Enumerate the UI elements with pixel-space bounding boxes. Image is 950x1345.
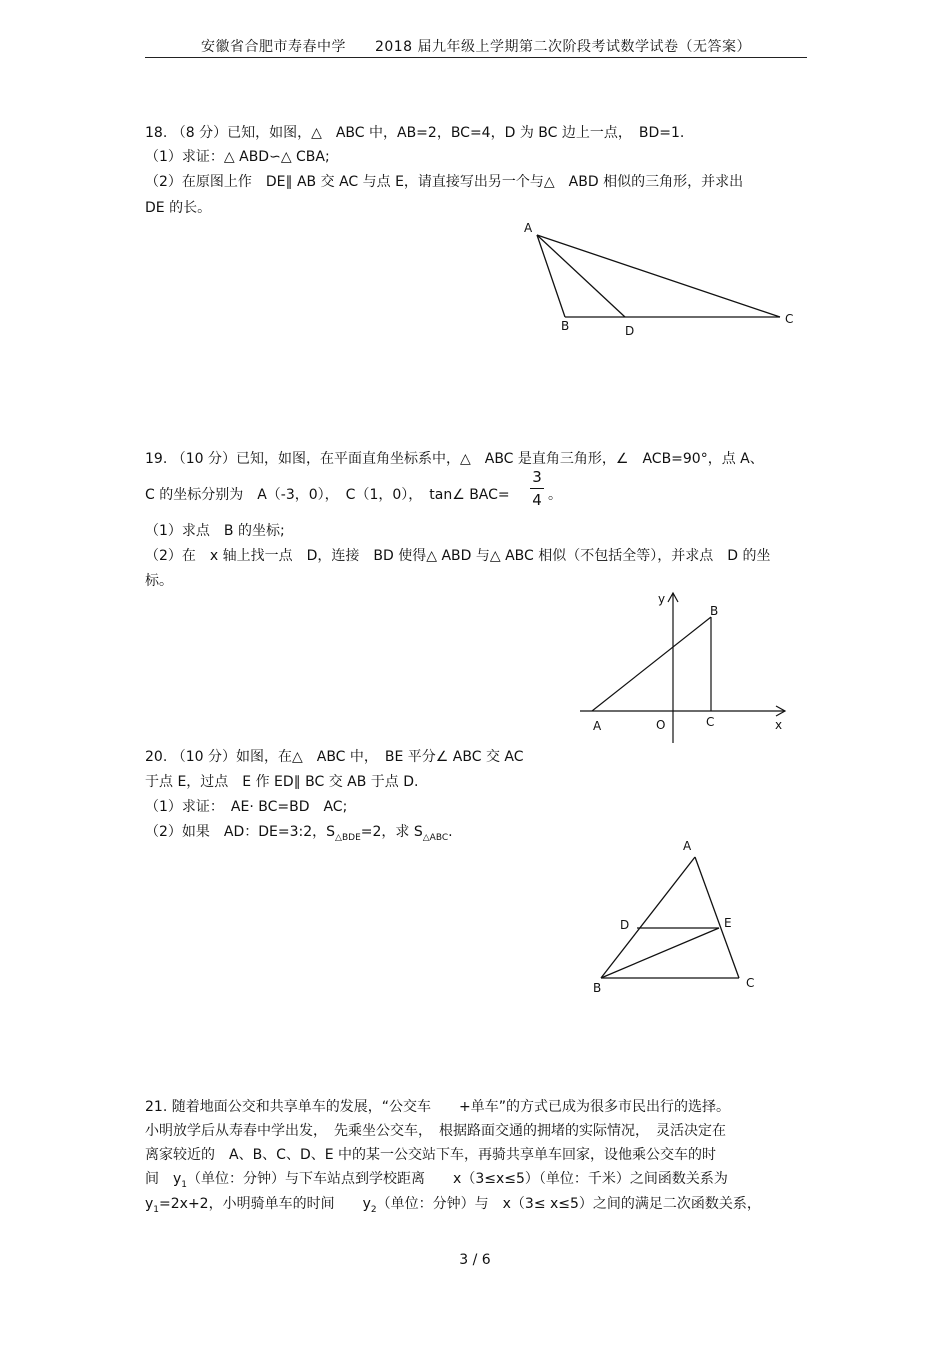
q20-label-a: A xyxy=(683,839,692,853)
q21-line5-post: （单位：分钟）与 x（3≤ x≤5）之间的满足二次函数关系， xyxy=(376,1196,761,1212)
q21-line1: 21. 随着地面公交和共享单车的发展，“公交车 +单车”的方式已成为很多市民出行的选择。 xyxy=(145,1099,730,1115)
q19-segment-ab xyxy=(592,617,711,711)
q19-line1: 19. （10 分）已知，如图，在平面直角坐标系中，△ ABC 是直角三角形，∠ ACB=90°，点 A、 xyxy=(145,451,764,467)
q20-segment-ac xyxy=(695,857,739,978)
q20-line1: 20. （10 分）如图，在△ ABC 中， BE 平分∠ ABC 交 AC xyxy=(145,749,524,765)
q18-line3: （2）在原图上作 DE∥ AB 交 AC 与点 E，请直接写出另一个与△ ABD 相似的三角形，并求出 xyxy=(145,174,744,190)
q20-line4 xyxy=(145,821,453,843)
q18-segment-ad xyxy=(537,235,625,317)
page-number: 3 / 6 xyxy=(459,1252,491,1268)
q20-label-e: E xyxy=(724,916,732,930)
q19-fraction-numerator: 3 xyxy=(530,470,544,489)
q19-line2-pre: C 的坐标分别为 A（-3，0）， C（1，0）， tan∠ BAC= xyxy=(145,487,510,503)
q18-line4: DE 的长。 xyxy=(145,200,212,216)
q21-line5-sub1: 1 xyxy=(153,1204,160,1215)
q21-line4-pre: 间 y xyxy=(145,1171,182,1187)
q21-line2: 小明放学后从寿春中学出发， 先乘坐公交车， 根据路面交通的拥堵的实际情况， 灵活决定在 xyxy=(145,1123,726,1139)
q19-label-y: y xyxy=(658,592,666,606)
q21-line5-mid: =2x+2，小明骑单车的时间 y xyxy=(159,1196,371,1212)
q20-label-c: C xyxy=(746,976,755,990)
q18-line1: 18. （8 分）已知，如图，△ ABC 中，AB=2，BC=4，D 为 BC 边上一点， BD=1. xyxy=(145,125,685,141)
q21-line4 xyxy=(145,1168,728,1190)
q19-line2-post: 。 xyxy=(548,487,562,503)
q20-sub-bde: △BDE xyxy=(335,832,361,843)
q21-line5 xyxy=(145,1193,761,1215)
q20-segment-be xyxy=(601,928,719,978)
q20-label-b: B xyxy=(593,981,602,995)
q20-line4-post: . xyxy=(448,824,453,840)
q18-figure xyxy=(515,215,805,345)
q20-line3: （1）求证： AE· BC=BD AC; xyxy=(145,799,348,815)
q19-label-x: x xyxy=(775,718,783,732)
q20-segment-ab xyxy=(601,857,695,978)
q20-line2: 于点 E，过点 E 作 ED∥ BC 交 AB 于点 D. xyxy=(145,774,419,790)
q21-line3: 离家较近的 A、B、C、D、E 中的某一公交站下车，再骑共享单车回家，设他乘公交车的时 xyxy=(145,1147,717,1163)
header-rule xyxy=(145,57,807,58)
q19-line5: 标。 xyxy=(145,573,173,589)
q21-line5-sub2: 2 xyxy=(370,1204,377,1215)
q19-line4: （2）在 x 轴上找一点 D，连接 BD 使得△ ABD 与△ ABC 相似（不包括全等），并求点 D 的坐 xyxy=(145,548,771,564)
q18-line2: （1）求证：△ ABD∽△ CBA; xyxy=(145,149,330,165)
q20-line4-mid: =2，求 S xyxy=(360,824,423,840)
q18-segment-ac xyxy=(537,235,780,317)
q20-line4-pre: （2）如果 AD：DE=3:2，S xyxy=(145,824,336,840)
q19-label-o: O xyxy=(656,718,666,732)
q18-label-a: A xyxy=(524,221,533,235)
q19-fraction xyxy=(530,470,544,508)
q21-line4-post: （单位：分钟）与下车站点到学校距离 x（3≤x≤5）（单位：千米）之间函数关系为 xyxy=(187,1171,728,1187)
q20-sub-abc: △ABC xyxy=(422,832,449,843)
q20-figure xyxy=(585,835,765,1000)
page-header: 安徽省合肥市寿春中学 2018 届九年级上学期第二次阶段考试数学试卷（无答案） xyxy=(200,39,752,55)
q18-label-d: D xyxy=(625,324,635,338)
q20-label-d: D xyxy=(620,918,630,932)
q19-line3: （1）求点 B 的坐标; xyxy=(145,523,285,539)
q19-label-c: C xyxy=(706,715,715,729)
q21-line4-sub: 1 xyxy=(181,1179,188,1190)
q19-label-a: A xyxy=(593,719,602,733)
q18-label-c: C xyxy=(785,312,794,326)
q19-figure xyxy=(570,585,800,750)
q21-line5-pre: y xyxy=(145,1196,154,1212)
q18-label-b: B xyxy=(561,319,570,333)
q19-fraction-denominator: 4 xyxy=(532,491,542,509)
q19-label-b: B xyxy=(710,604,719,618)
